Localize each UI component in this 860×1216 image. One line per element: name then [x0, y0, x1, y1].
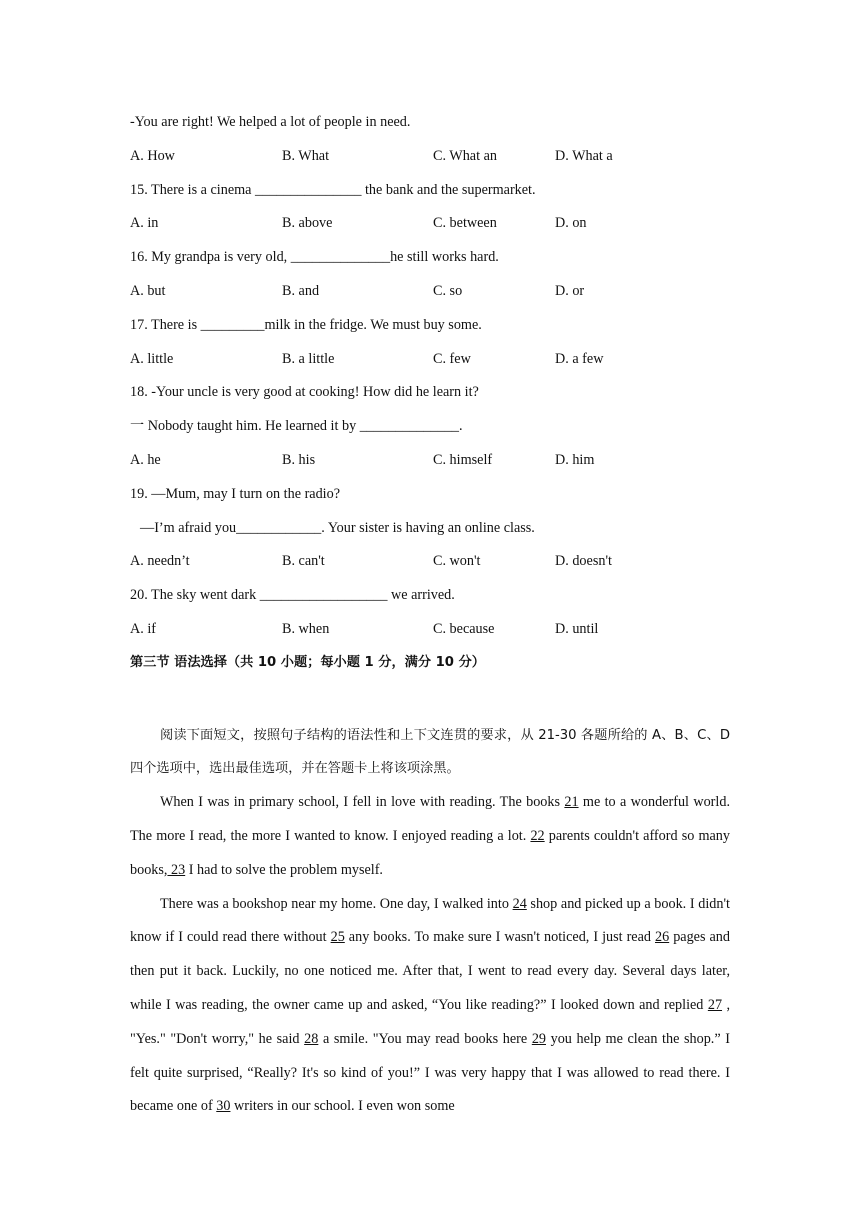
passage-text: a smile. "You may read books here	[318, 1030, 532, 1047]
blank-28: 28	[304, 1030, 319, 1047]
q15-option-d: D. on	[555, 215, 587, 232]
passage-text: When I was in primary school, I fell in love with reading. The books	[160, 794, 565, 811]
q14-option-d: D. What a	[555, 147, 613, 164]
passage-text: pages and then put it back. Luckily, no one noticed me. After that, I went to read every day. Several days later, while I was reading, the owner came up and asked, “You like reading?” I looked down and replied	[130, 929, 730, 1013]
q17-stem: 17. There is _________milk in the fridge. We must buy some.	[130, 316, 482, 333]
q18-option-b: B. his	[282, 451, 316, 468]
q16-option-c: C. so	[433, 282, 463, 299]
q14-option-b: B. What	[282, 147, 330, 164]
q14-answer-line: -You are right! We helped a lot of people in need.	[130, 114, 411, 130]
q19-option-d: D. doesn't	[555, 553, 612, 570]
q20-option-c: C. because	[433, 620, 495, 637]
blank-22: 22	[530, 827, 545, 844]
section-3-title: 第三节 语法选择（共 10 小题；每小题 1 分，满分 10 分）	[130, 654, 485, 670]
q14-option-c: C. What an	[433, 147, 497, 164]
q19-option-b: B. can't	[282, 553, 325, 570]
q20-options	[130, 617, 730, 651]
q19-option-c: C. won't	[433, 553, 481, 570]
blank-26: 26	[655, 929, 670, 946]
passage-text: shop and picked up a book. I didn't know if I could read there without	[130, 895, 730, 946]
q16-stem: 16. My grandpa is very old, ______________he still works hard.	[130, 249, 499, 266]
blank-27: 27	[707, 996, 723, 1013]
blank-29: 29	[531, 1030, 546, 1047]
passage-text: you help me clean the shop.” I felt quite surprised, “Really? It's so kind of you!” I was very happy that I was allowed to read there. I became one of	[130, 1030, 730, 1115]
q18-options	[130, 448, 730, 482]
q17-option-a: A. little	[130, 350, 174, 367]
q15-option-c: C. between	[433, 215, 497, 232]
section-3-instructions: 阅读下面短文，按照句子结构的语法性和上下文连贯的要求，从 21-30 各题所给的 A、B、C、D 四个选项中，选出最佳选项，并在答题卡上将该项涂黑。	[130, 727, 730, 777]
q19-stem: 19. —Mum, may I turn on the radio?	[130, 485, 341, 502]
q19-options	[130, 549, 730, 583]
blank-21: 21	[564, 794, 579, 811]
q18-stem: 18. -Your uncle is very good at cooking! How did he learn it?	[130, 384, 479, 401]
q15-option-a: A. in	[130, 215, 159, 232]
q16-option-b: B. and	[282, 282, 320, 299]
q20-stem: 20. The sky went dark __________________ we arrived.	[130, 587, 455, 604]
passage-text: parents couldn't afford so many books,	[130, 827, 730, 878]
passage-text: me to a wonderful world. The more I read, the more I wanted to know. I enjoyed reading a lot.	[130, 794, 730, 844]
passage-paragraph-2	[130, 888, 730, 1125]
q19-option-a: A. needn’t	[130, 553, 190, 570]
passage-text: , "Yes." "Don't worry," he said	[130, 996, 731, 1047]
q17-option-d: D. a few	[555, 350, 604, 367]
q18-answer-line: 一 Nobody taught him. He learned it by ______________.	[130, 418, 463, 435]
q17-option-b: B. a little	[282, 350, 335, 367]
q15-option-b: B. above	[282, 215, 333, 232]
q20-option-b: B. when	[282, 620, 330, 637]
blank-30: 30	[216, 1098, 231, 1115]
blank-25: 25	[330, 929, 345, 946]
spacer	[130, 685, 730, 719]
q18-option-c: C. himself	[433, 451, 493, 468]
blank-23: 23	[167, 861, 186, 878]
blank-24: 24	[512, 895, 527, 912]
q17-option-c: C. few	[433, 350, 471, 367]
passage-text: writers in our school. I even won some	[230, 1098, 455, 1115]
q19-answer-line: —I’m afraid you____________. Your sister is having an online class.	[140, 519, 535, 536]
passage-text: There was a bookshop near my home. One day, I walked into	[160, 895, 513, 912]
q18-option-a: A. he	[130, 451, 161, 468]
q15-options	[130, 211, 730, 245]
passage-text: I had to solve the problem myself.	[185, 861, 383, 878]
q16-option-a: A. but	[130, 282, 166, 299]
q18-option-d: D. him	[555, 451, 595, 468]
q14-option-a: A. How	[130, 147, 175, 164]
passage-text: any books. To make sure I wasn't noticed, I just read	[344, 929, 655, 946]
q17-options	[130, 347, 730, 381]
page-content	[130, 110, 730, 1124]
passage-paragraph-1	[130, 786, 730, 887]
q15-stem: 15. There is a cinema _______________ the bank and the supermarket.	[130, 181, 536, 198]
q20-option-d: D. until	[555, 620, 599, 637]
q16-option-d: D. or	[555, 282, 585, 299]
q20-option-a: A. if	[130, 620, 157, 637]
q14-options	[130, 144, 730, 178]
q16-options	[130, 279, 730, 313]
